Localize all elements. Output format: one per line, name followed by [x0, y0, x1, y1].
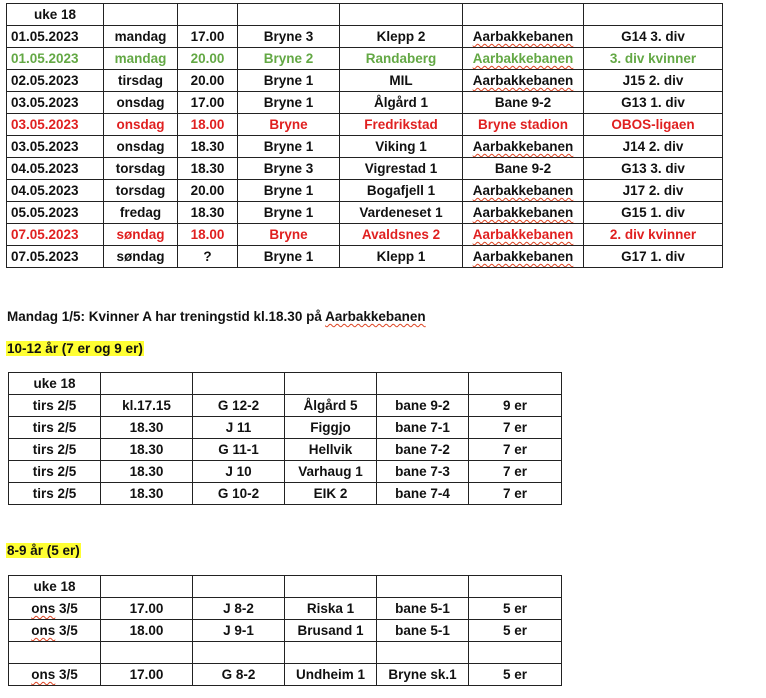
opponent: Bogafjell 1	[340, 180, 463, 202]
opponent: Riska 1	[285, 598, 377, 620]
table-row	[7, 114, 723, 136]
match-date: 04.05.2023	[7, 180, 104, 202]
game-format: 5 er	[469, 620, 562, 642]
table-row	[7, 92, 723, 114]
match-time: 18.30	[178, 136, 238, 158]
game-format: 7 er	[469, 483, 562, 505]
match-day: søndag	[104, 246, 178, 268]
match-schedule-table	[6, 3, 723, 268]
match-date: 07.05.2023	[7, 224, 104, 246]
home-team: Bryne 1	[238, 180, 340, 202]
day-date: 3/5	[55, 623, 78, 638]
home-team: Bryne	[238, 224, 340, 246]
pitch: bane 5-1	[377, 598, 469, 620]
division: G14 3. div	[584, 26, 723, 48]
day-date: 3/5	[55, 601, 78, 616]
youth-10-12-table	[8, 372, 562, 505]
opponent: Figgjo	[285, 417, 377, 439]
training-day: tirs 2/5	[9, 439, 101, 461]
match-time: 17.00	[178, 26, 238, 48]
venue	[463, 70, 584, 92]
blank-row	[9, 642, 562, 664]
opponent: Ålgård 5	[285, 395, 377, 417]
training-note	[7, 309, 426, 324]
match-time: 18.30	[178, 202, 238, 224]
training-day	[9, 598, 101, 620]
match-day: onsdag	[104, 92, 178, 114]
opponent: Varhaug 1	[285, 461, 377, 483]
note-venue: Aarbakkebanen	[325, 309, 426, 324]
opponent: MIL	[340, 70, 463, 92]
day-word: ons	[31, 667, 56, 682]
venue: Bryne stadion	[463, 114, 584, 136]
training-time: 17.00	[101, 598, 193, 620]
pitch: bane 9-2	[377, 395, 469, 417]
training-day	[9, 620, 101, 642]
venue	[463, 48, 584, 70]
match-date: 01.05.2023	[7, 48, 104, 70]
team: J 11	[193, 417, 285, 439]
match-date: 02.05.2023	[7, 70, 104, 92]
opponent: Vardeneset 1	[340, 202, 463, 224]
match-time: 18.00	[178, 224, 238, 246]
venue-text: Aarbakkebanen	[472, 183, 574, 198]
match-time: ?	[178, 246, 238, 268]
home-team: Bryne 1	[238, 70, 340, 92]
team: G 8-2	[193, 664, 285, 686]
pitch: bane 7-4	[377, 483, 469, 505]
training-time: 18.30	[101, 461, 193, 483]
match-day: onsdag	[104, 114, 178, 136]
opponent: Randaberg	[340, 48, 463, 70]
team: G 10-2	[193, 483, 285, 505]
division: J14 2. div	[584, 136, 723, 158]
opponent: Avaldsnes 2	[340, 224, 463, 246]
venue	[463, 224, 584, 246]
match-day: torsdag	[104, 180, 178, 202]
game-format: 9 er	[469, 395, 562, 417]
division: 2. div kvinner	[584, 224, 723, 246]
match-date: 05.05.2023	[7, 202, 104, 224]
match-day: onsdag	[104, 136, 178, 158]
home-team: Bryne 2	[238, 48, 340, 70]
section-heading-8-9: 8-9 år (5 er)	[7, 543, 80, 558]
table-row	[7, 246, 723, 268]
pitch: bane 5-1	[377, 620, 469, 642]
home-team: Bryne 3	[238, 26, 340, 48]
game-format: 7 er	[469, 439, 562, 461]
table-row	[7, 26, 723, 48]
venue-text: Aarbakkebanen	[472, 29, 574, 44]
team: J 8-2	[193, 598, 285, 620]
venue	[463, 26, 584, 48]
table-row	[9, 620, 562, 642]
training-time: 18.00	[101, 620, 193, 642]
table-row	[9, 461, 562, 483]
team: J 9-1	[193, 620, 285, 642]
venue: Bane 9-2	[463, 158, 584, 180]
venue: Bane 9-2	[463, 92, 584, 114]
table-row	[9, 483, 562, 505]
table-row	[7, 136, 723, 158]
training-time: 18.30	[101, 417, 193, 439]
match-time: 20.00	[178, 70, 238, 92]
table-header-row	[9, 576, 562, 598]
week-label: uke 18	[7, 4, 104, 26]
pitch: bane 7-3	[377, 461, 469, 483]
home-team: Bryne 3	[238, 158, 340, 180]
table-row	[7, 202, 723, 224]
match-time: 20.00	[178, 48, 238, 70]
venue	[463, 246, 584, 268]
opponent: Undheim 1	[285, 664, 377, 686]
division: OBOS-ligaen	[584, 114, 723, 136]
division: J15 2. div	[584, 70, 723, 92]
training-time: 17.00	[101, 664, 193, 686]
table-header-row	[7, 4, 723, 26]
division: 3. div kvinner	[584, 48, 723, 70]
table-row	[7, 48, 723, 70]
home-team: Bryne	[238, 114, 340, 136]
match-date: 03.05.2023	[7, 92, 104, 114]
opponent: Vigrestad 1	[340, 158, 463, 180]
training-day: tirs 2/5	[9, 483, 101, 505]
table-row	[9, 664, 562, 686]
venue	[463, 136, 584, 158]
day-word: ons	[31, 601, 56, 616]
pitch: bane 7-1	[377, 417, 469, 439]
game-format: 5 er	[469, 598, 562, 620]
match-time: 17.00	[178, 92, 238, 114]
match-day: søndag	[104, 224, 178, 246]
training-day	[9, 664, 101, 686]
team: G 12-2	[193, 395, 285, 417]
week-label: uke 18	[9, 576, 101, 598]
table-row	[7, 224, 723, 246]
match-day: mandag	[104, 48, 178, 70]
venue-text: Aarbakkebanen	[472, 227, 574, 242]
table-row	[7, 70, 723, 92]
home-team: Bryne 1	[238, 92, 340, 114]
game-format: 5 er	[469, 664, 562, 686]
day-date: 3/5	[55, 667, 78, 682]
pitch: Bryne sk.1	[377, 664, 469, 686]
venue	[463, 180, 584, 202]
opponent: Ålgård 1	[340, 92, 463, 114]
match-day: fredag	[104, 202, 178, 224]
table-row	[7, 180, 723, 202]
division: G17 1. div	[584, 246, 723, 268]
opponent: Viking 1	[340, 136, 463, 158]
match-time: 18.30	[178, 158, 238, 180]
home-team: Bryne 1	[238, 246, 340, 268]
table-row	[9, 417, 562, 439]
division: J17 2. div	[584, 180, 723, 202]
venue-text: Aarbakkebanen	[472, 249, 574, 264]
opponent: EIK 2	[285, 483, 377, 505]
opponent: Klepp 1	[340, 246, 463, 268]
opponent: Hellvik	[285, 439, 377, 461]
match-date: 04.05.2023	[7, 158, 104, 180]
training-day: tirs 2/5	[9, 395, 101, 417]
match-day: torsdag	[104, 158, 178, 180]
venue	[463, 202, 584, 224]
division: G15 1. div	[584, 202, 723, 224]
match-date: 01.05.2023	[7, 26, 104, 48]
venue-text: Aarbakkebanen	[472, 73, 574, 88]
match-time: 20.00	[178, 180, 238, 202]
section-heading-10-12: 10-12 år (7 er og 9 er)	[7, 341, 143, 356]
day-word: ons	[31, 623, 56, 638]
division: G13 3. div	[584, 158, 723, 180]
home-team: Bryne 1	[238, 202, 340, 224]
training-day: tirs 2/5	[9, 461, 101, 483]
venue-text: Aarbakkebanen	[472, 139, 574, 154]
week-label: uke 18	[9, 373, 101, 395]
training-time: 18.30	[101, 483, 193, 505]
table-row	[9, 395, 562, 417]
match-time: 18.00	[178, 114, 238, 136]
youth-8-9-table	[8, 575, 562, 686]
team: J 10	[193, 461, 285, 483]
match-date: 03.05.2023	[7, 136, 104, 158]
table-row	[9, 439, 562, 461]
venue-text: Aarbakkebanen	[472, 51, 574, 66]
match-day: tirsdag	[104, 70, 178, 92]
match-day: mandag	[104, 26, 178, 48]
training-time: kl.17.15	[101, 395, 193, 417]
opponent: Fredrikstad	[340, 114, 463, 136]
game-format: 7 er	[469, 417, 562, 439]
table-row	[9, 598, 562, 620]
venue-text: Aarbakkebanen	[472, 205, 574, 220]
team: G 11-1	[193, 439, 285, 461]
match-date: 03.05.2023	[7, 114, 104, 136]
game-format: 7 er	[469, 461, 562, 483]
table-header-row	[9, 373, 562, 395]
home-team: Bryne 1	[238, 136, 340, 158]
note-text: Mandag 1/5: Kvinner A har treningstid kl.18.30 på	[7, 309, 326, 324]
table-row	[7, 158, 723, 180]
match-date: 07.05.2023	[7, 246, 104, 268]
opponent: Brusand 1	[285, 620, 377, 642]
opponent: Klepp 2	[340, 26, 463, 48]
pitch: bane 7-2	[377, 439, 469, 461]
training-time: 18.30	[101, 439, 193, 461]
training-day: tirs 2/5	[9, 417, 101, 439]
division: G13 1. div	[584, 92, 723, 114]
